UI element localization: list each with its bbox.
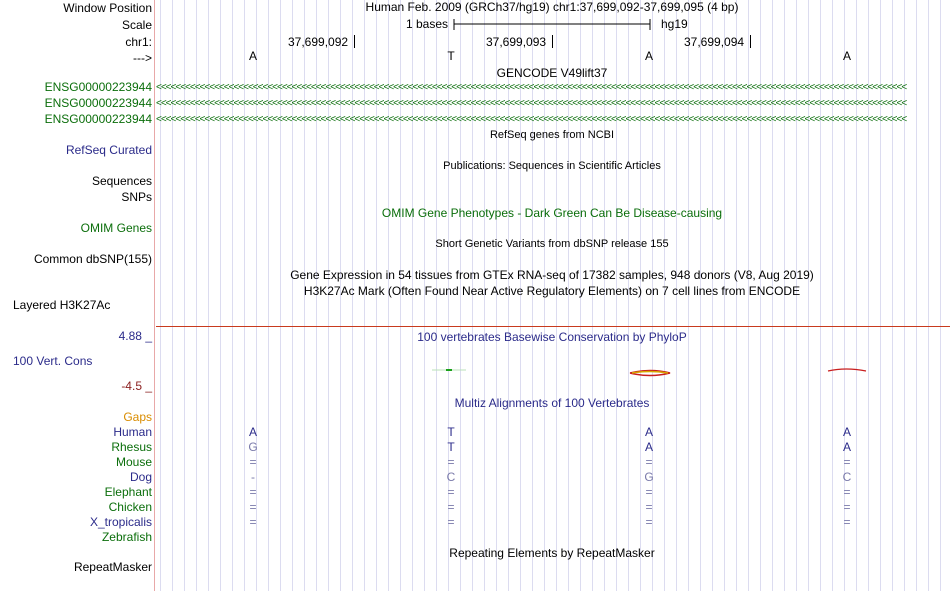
ruler-tick-3: 37,699,094 [684,35,745,49]
alignment-base-chicken-2: = [447,500,455,514]
h3k27ac-track-title: H3K27Ac Mark (Often Found Near Active Regulatory Elements) on 7 cell lines from ENCODE [303,284,801,298]
alignment-base-mouse-3: = [645,455,653,469]
refseq-track-title: RefSeq genes from NCBI [489,129,615,141]
alignment-base-x_tropicalis-1: = [249,515,257,529]
phylop-track-title: 100 vertebrates Basewise Conservation by PhyloP [417,330,687,344]
gencode-gene-label-1[interactable]: ENSG00000223944 [44,80,152,94]
gencode-gene-3[interactable]: <<<<<<<<<<<<<<<<<<<<<<<<<<<<<<<<<<<<<<<<<<<<<<<<<<<<<<<<<<<<<<<<<<<<<<<<<<<<<<<<<<<<<<<<<<<<<<<<<<<<<<<<<<<<<<<<<<<<<<<<<<<<<<<<<<<<<<<<<<<<<<<<<<<<<<<<<<< [156,115,907,124]
alignment-base-human-2: T [447,425,455,439]
gencode-gene-2[interactable]: <<<<<<<<<<<<<<<<<<<<<<<<<<<<<<<<<<<<<<<<<<<<<<<<<<<<<<<<<<<<<<<<<<<<<<<<<<<<<<<<<<<<<<<<<<<<<<<<<<<<<<<<<<<<<<<<<<<<<<<<<<<<<<<<<<<<<<<<<<<<<<<<<<<<<<<<<<< [156,99,907,108]
alignment-base-rhesus-4: A [842,440,851,454]
panel-separator [154,0,155,591]
species-label-xtropicalis: X_tropicalis [89,515,152,529]
strand-label: ---> [133,51,152,65]
sequence-base-2: T [447,49,455,63]
phylop-track-label[interactable]: 100 Vert. Cons [13,354,93,368]
ruler-tick-1: 37,699,092 [288,35,349,49]
alignment-base-x_tropicalis-3: = [645,515,653,529]
species-label-elephant: Elephant [104,485,152,499]
alignment-base-mouse-2: = [447,455,455,469]
alignment-base-human-4: A [842,425,851,439]
phylop-signal [156,360,950,380]
alignment-base-dog-2: C [446,470,456,484]
alignment-base-dog-3: G [644,470,654,484]
alignment-base-dog-4: C [842,470,852,484]
alignment-base-mouse-1: = [249,455,257,469]
snps-track-label[interactable]: SNPs [121,190,152,204]
alignment-base-chicken-3: = [645,500,653,514]
alignment-base-rhesus-3: A [644,440,653,454]
species-label-mouse: Mouse [115,455,152,469]
multiz-track-title: Multiz Alignments of 100 Vertebrates [454,396,650,410]
alignment-base-x_tropicalis-4: = [843,515,851,529]
h3k27ac-track-label[interactable]: Layered H3K27Ac [13,298,111,312]
species-label-dog: Dog [129,470,152,484]
window-position-label: Window Position [63,1,152,15]
ruler-tick-mark-3 [750,35,751,48]
alignment-base-rhesus-2: T [447,440,455,454]
alignment-base-elephant-3: = [645,485,653,499]
alignment-base-mouse-4: = [843,455,851,469]
repeatmasker-track-title: Repeating Elements by RepeatMasker [449,546,655,560]
species-label-rhesus: Rhesus [111,440,152,454]
publications-track-title: Publications: Sequences in Scientific Articles [443,160,661,172]
alignment-base-elephant-4: = [843,485,851,499]
dbsnp-track-title: Short Genetic Variants from dbSNP release 155 [435,238,669,250]
sequence-base-3: A [644,49,653,63]
scale-bar [452,17,654,32]
repeatmasker-track-label[interactable]: RepeatMasker [73,560,152,574]
dbsnp-track-label[interactable]: Common dbSNP(155) [33,252,152,266]
scale-db: hg19 [661,17,688,31]
species-label-human: Human [113,425,152,439]
scale-label: Scale [121,18,152,32]
omim-track-title: OMIM Gene Phenotypes - Dark Green Can Be Disease-causing [381,206,723,220]
omim-track-label[interactable]: OMIM Genes [80,221,152,235]
refseq-track-label[interactable]: RefSeq Curated [65,143,152,157]
track-labels-panel [0,0,154,591]
gtex-track-title: Gene Expression in 54 tissues from GTEx RNA-seq of 17382 samples, 948 donors (V8, Aug 2019) [290,268,814,282]
gencode-gene-label-2[interactable]: ENSG00000223944 [44,96,152,110]
alignment-base-chicken-1: = [249,500,257,514]
browser-data-panel[interactable] [156,0,950,591]
phylop-max-label: 4.88 _ [118,329,152,343]
alignment-base-dog-1: - [251,470,255,484]
alignment-base-chicken-4: = [843,500,851,514]
gencode-gene-label-3[interactable]: ENSG00000223944 [44,112,152,126]
alignment-base-elephant-1: = [249,485,257,499]
alignment-base-rhesus-1: G [248,440,258,454]
species-label-zebrafish: Zebrafish [101,530,152,544]
gencode-track-title: GENCODE V49lift37 [496,66,608,80]
gencode-gene-1[interactable]: <<<<<<<<<<<<<<<<<<<<<<<<<<<<<<<<<<<<<<<<<<<<<<<<<<<<<<<<<<<<<<<<<<<<<<<<<<<<<<<<<<<<<<<<<<<<<<<<<<<<<<<<<<<<<<<<<<<<<<<<<<<<<<<<<<<<<<<<<<<<<<<<<<<<<<<<<<< [156,83,907,92]
phylop-min-label: -4.5 _ [121,379,152,393]
alignment-base-human-3: A [644,425,653,439]
sequence-base-4: A [842,49,851,63]
ruler-tick-mark-2 [552,35,553,48]
ruler-tick-mark-1 [354,35,355,48]
alignment-base-x_tropicalis-2: = [447,515,455,529]
chrom-label: chr1: [125,35,152,49]
alignment-base-human-1: A [248,425,257,439]
ruler-tick-2: 37,699,093 [486,35,547,49]
species-label-chicken: Chicken [108,500,152,514]
gaps-label: Gaps [123,410,152,424]
sequence-base-1: A [248,49,257,63]
assembly-position-text: Human Feb. 2009 (GRCh37/hg19) chr1:37,699,092-37,699,095 (4 bp) [365,0,739,14]
scale-text: 1 bases [405,17,449,31]
sequences-track-label[interactable]: Sequences [91,174,152,188]
h3k27ac-signal-line [156,326,950,327]
alignment-base-elephant-2: = [447,485,455,499]
